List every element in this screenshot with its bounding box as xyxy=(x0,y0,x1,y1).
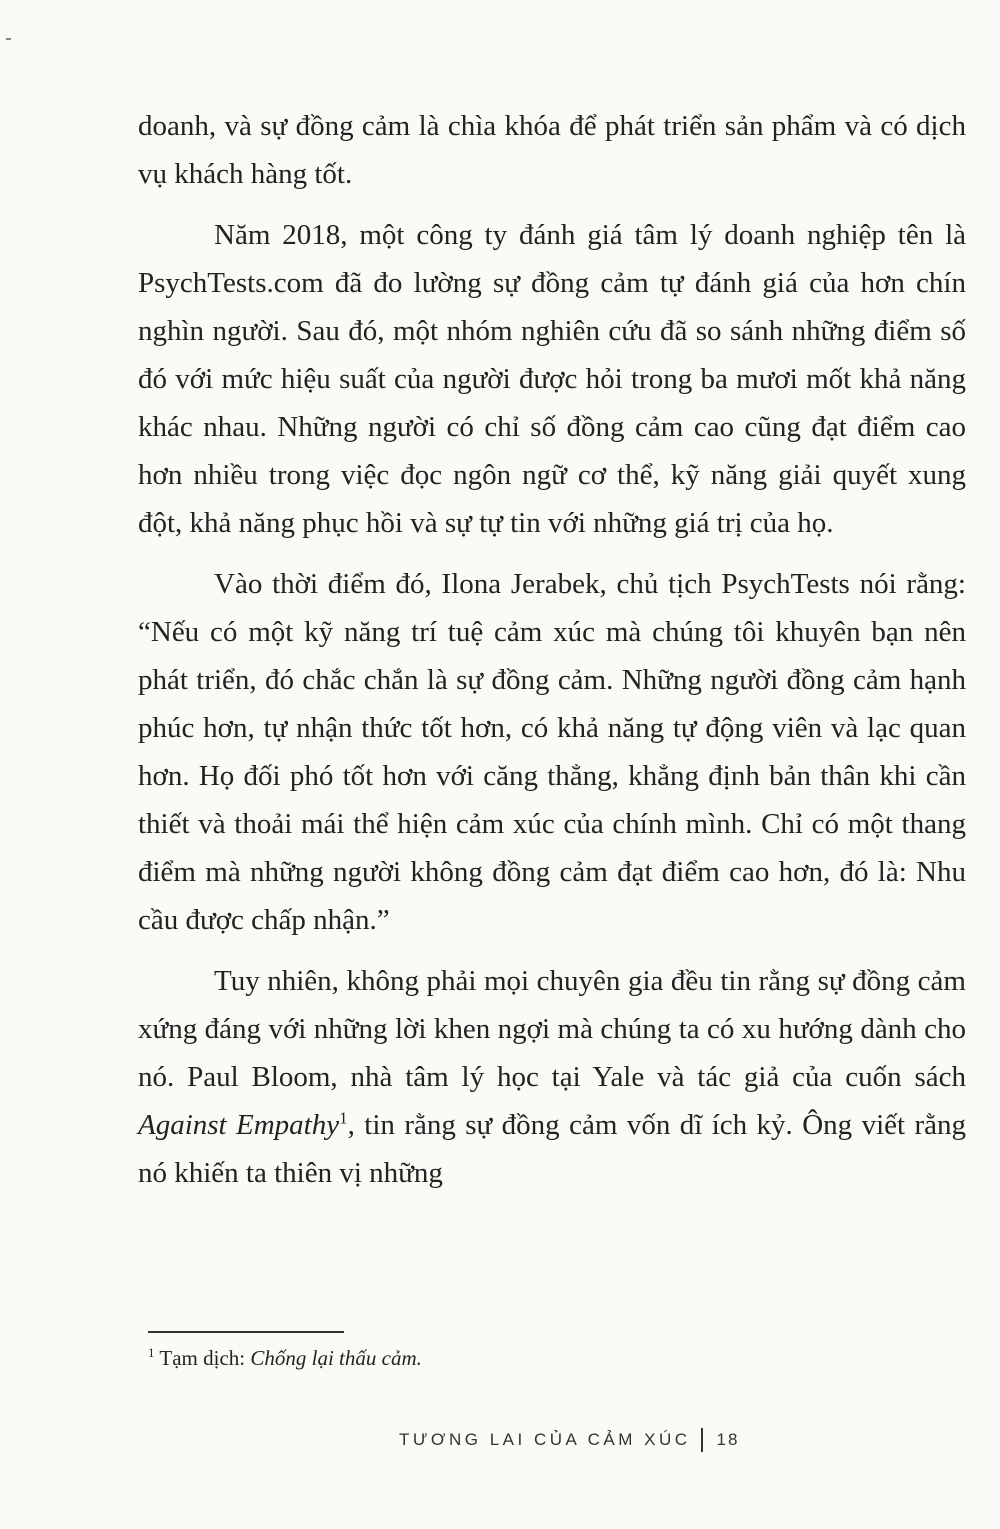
paragraph-jerabek-quote: Vào thời điểm đó, Ilona Jerabek, chủ tịch PsychTests nói rằng: “Nếu có một kỹ năng trí tuệ cảm xúc mà chúng tôi khuyên bạn nên phát triển, đó chắc chắn là sự đồng cảm. Những người đồng cảm hạnh phúc hơn, tự nhận thức tốt hơn, có khả năng tự động viên và lạc quan hơn. Họ đối phó tốt hơn với căng thẳng, khẳng định bản thân khi cần thiết và thoải mái thể hiện cảm xúc của chính mình. Chỉ có một thang điểm mà những người không đồng cảm đạt điểm cao hơn, đó là: Nhu cầu được chấp nhận.” xyxy=(138,568,966,936)
footnote xyxy=(148,1343,422,1373)
page-number: 18 xyxy=(716,1430,740,1449)
book-title-italic: Against Empathy xyxy=(138,1109,340,1141)
paragraph-text-before: Tuy nhiên, không phải mọi chuyên gia đều tin rằng sự đồng cảm xứng đáng với những lời khen ngợi mà chúng ta có xu hướng dành cho nó. Paul Bloom, nhà tâm lý học tại Yale và tác giả của cuốn sách xyxy=(138,965,966,1093)
footnote-italic: Chống lại thấu cảm. xyxy=(250,1346,422,1370)
footer-separator xyxy=(701,1428,703,1452)
paragraph-text-after: , tin rằng sự đồng cảm vốn dĩ ích kỷ. Ông viết rằng nó khiến ta thiên vị những xyxy=(138,1109,967,1189)
footnote-reference: 1 xyxy=(339,1108,348,1128)
scan-mark xyxy=(6,38,11,40)
paragraph-bloom-critique xyxy=(138,957,966,1197)
running-footer xyxy=(399,1428,739,1452)
paragraph-psychtests-study: Năm 2018, một công ty đánh giá tâm lý doanh nghiệp tên là PsychTests.com đã đo lường sự đồng cảm tự đánh giá của hơn chín nghìn người. Sau đó, một nhóm nghiên cứu đã so sánh những điểm số đó với mức hiệu suất của người được hỏi trong ba mươi mốt khả năng khác nhau. Những người có chỉ số đồng cảm cao cũng đạt điểm cao hơn nhiều trong việc đọc ngôn ngữ cơ thể, kỹ năng giải quyết xung đột, khả năng phục hồi và sự tự tin với những giá trị của họ. xyxy=(138,219,966,539)
running-title: TƯƠNG LAI CỦA CẢM XÚC xyxy=(399,1430,691,1449)
footnote-divider xyxy=(148,1331,344,1333)
footnote-marker: 1 xyxy=(148,1345,155,1360)
paragraph-continuation: doanh, và sự đồng cảm là chìa khóa để phát triển sản phẩm và có dịch vụ khách hàng tốt. xyxy=(138,110,966,190)
body-text xyxy=(138,102,966,1197)
footnote-label: Tạm dịch: xyxy=(159,1346,251,1370)
